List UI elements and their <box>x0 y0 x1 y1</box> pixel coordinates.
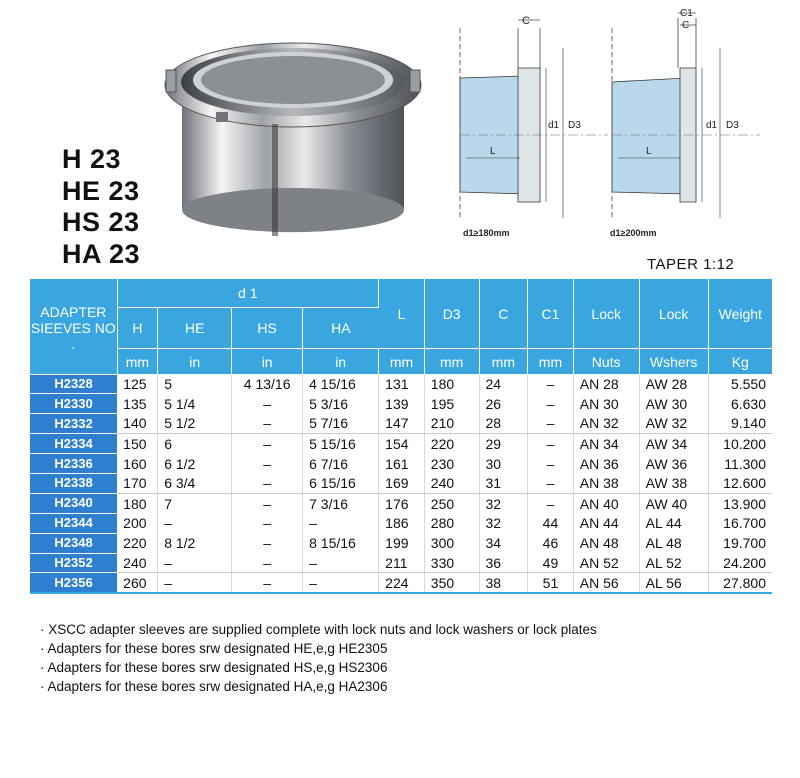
label-d3: D3 <box>568 120 581 131</box>
cell-he: 6 <box>158 434 232 454</box>
cell-hs: – <box>232 434 303 454</box>
caption-large-bore: d1≥200mm <box>610 228 657 238</box>
cell-d3: 180 <box>424 374 479 394</box>
cell-h: 150 <box>117 434 158 454</box>
drawing-small-bore <box>448 8 618 228</box>
cell-ha: 5 7/16 <box>303 414 379 434</box>
cell-h: 140 <box>117 414 158 434</box>
cell-c1: – <box>528 473 574 493</box>
cell-c1: 44 <box>528 513 574 533</box>
cell-he: 6 3/4 <box>158 473 232 493</box>
cell-lock-nut: AN 48 <box>573 533 639 553</box>
header-l: L <box>379 279 425 349</box>
table-row <box>30 493 772 513</box>
cell-lock-washer: AL 44 <box>639 513 708 533</box>
cell-hs: – <box>232 533 303 553</box>
header-he: HE <box>158 308 232 349</box>
cell-lock-nut: AN 28 <box>573 374 639 394</box>
cell-l: 161 <box>379 454 425 474</box>
cell-lock-washer: AW 34 <box>639 434 708 454</box>
cell-c: 29 <box>479 434 528 454</box>
cell-lock-washer: AL 52 <box>639 553 708 573</box>
cell-he: 5 <box>158 374 232 394</box>
taper-label: TAPER 1:12 <box>647 256 735 273</box>
cell-lock-nut: AN 40 <box>573 493 639 513</box>
cell-weight: 19.700 <box>723 535 766 552</box>
cell-lock-nut: AN 32 <box>573 414 639 434</box>
label-l-b: L <box>646 146 652 157</box>
spec-table <box>30 279 772 594</box>
label-l: L <box>490 146 496 157</box>
series-hs23: HS 23 <box>62 207 140 237</box>
header-d3: D3 <box>424 279 479 349</box>
label-c1: C1 <box>680 8 693 19</box>
unit-c: mm <box>479 349 528 375</box>
drawing-large-bore <box>600 8 770 228</box>
table-row <box>30 434 772 454</box>
cell-he: 5 1/2 <box>158 414 232 434</box>
cell-c: 32 <box>479 513 528 533</box>
cell-hs: – <box>232 394 303 414</box>
unit-d3: mm <box>424 349 479 375</box>
header-d1: d 1 <box>117 279 379 308</box>
cell-lock-nut: AN 52 <box>573 553 639 573</box>
cell-weight: 11.300 <box>724 455 766 472</box>
cell-hs: 4 13/16 <box>232 374 303 394</box>
designation: H2328 <box>30 374 117 394</box>
cell-hs: – <box>232 454 303 474</box>
cell-weight: 12.600 <box>708 473 772 493</box>
cell-lock-washer: AW 32 <box>639 414 708 434</box>
cell-ha: 6 7/16 <box>303 454 379 474</box>
cell-weight: 6.630 <box>730 395 766 412</box>
cell-lock-nut: AN 56 <box>573 573 639 593</box>
cell-weight: 5.550 <box>730 375 766 392</box>
cell-h: 220 <box>117 533 158 553</box>
unit-washers: Wshers <box>639 349 708 375</box>
cell-ha: 5 3/16 <box>303 394 379 414</box>
cell-lock-nut: AN 30 <box>573 394 639 414</box>
cell-l: 224 <box>379 573 425 593</box>
cell-c: 24 <box>479 374 528 394</box>
cell-d3: 250 <box>424 493 479 513</box>
cell-lock-washer: AW 30 <box>639 394 708 414</box>
table-row <box>30 414 772 434</box>
header-lock-washers: Lock <box>639 279 708 349</box>
note-item: · Adapters for these bores srw designated HS,e,g HS2306 <box>40 660 388 675</box>
label-d3-b: D3 <box>726 120 739 131</box>
table-row <box>30 473 772 493</box>
designation: H2332 <box>30 414 117 434</box>
cell-hs: – <box>232 493 303 513</box>
cell-weight: 27.800 <box>708 573 772 593</box>
cell-l: 176 <box>379 493 425 513</box>
note-item: · Adapters for these bores srw designated HA,e,g HA2306 <box>40 679 388 694</box>
cell-hs: – <box>232 414 303 434</box>
cell-h: 180 <box>117 493 158 513</box>
cell-weight: 16.700 <box>723 515 766 532</box>
cell-hs: – <box>232 573 303 593</box>
note-item: · XSCC adapter sleeves are supplied complete with lock nuts and lock washers or lock plates <box>40 622 597 637</box>
cell-d3: 350 <box>424 573 479 593</box>
cell-lock-nut: AN 36 <box>573 454 639 474</box>
cell-c1: – <box>528 374 574 394</box>
cell-ha: 5 15/16 <box>303 434 379 454</box>
cell-l: 169 <box>379 473 425 493</box>
label-c: C <box>522 15 530 27</box>
cell-he: 8 1/2 <box>158 533 232 553</box>
cell-h: 260 <box>117 573 158 593</box>
cell-he: – <box>158 513 232 533</box>
cell-ha: – <box>303 573 379 593</box>
cell-l: 186 <box>379 513 425 533</box>
cell-d3: 220 <box>424 434 479 454</box>
cell-h: 160 <box>117 454 158 474</box>
header-h: H <box>117 308 158 349</box>
header-adapter: ADAPTER SIEEVES NO . <box>30 279 117 374</box>
header-hs: HS <box>232 308 303 349</box>
cell-c: 36 <box>479 553 528 573</box>
cell-h: 125 <box>117 374 158 394</box>
cell-l: 139 <box>379 394 425 414</box>
cell-ha: 8 15/16 <box>303 533 379 553</box>
caption-small-bore: d1≥180mm <box>463 228 510 238</box>
cell-l: 154 <box>379 434 425 454</box>
adapter-sleeve-photo <box>160 30 430 250</box>
designation: H2340 <box>30 493 117 513</box>
note-item: · Adapters for these bores srw designated HE,e,g HE2305 <box>40 641 388 656</box>
notes <box>40 620 597 696</box>
cell-lock-washer: AW 36 <box>639 454 708 474</box>
series-list <box>62 144 140 270</box>
cell-d3: 210 <box>424 414 479 434</box>
header-lock-nuts: Lock <box>573 279 639 349</box>
unit-he: in <box>158 349 232 375</box>
cell-lock-nut: AN 34 <box>573 434 639 454</box>
cell-l: 131 <box>379 374 425 394</box>
label-c-b: C <box>682 20 690 31</box>
designation: H2344 <box>30 513 117 533</box>
cell-c1: – <box>528 434 574 454</box>
cell-h: 170 <box>117 473 158 493</box>
cell-d3: 280 <box>424 513 479 533</box>
cell-lock-nut: AN 44 <box>573 513 639 533</box>
cell-c1: – <box>528 493 574 513</box>
unit-hs: in <box>232 349 303 375</box>
label-d1: d1 <box>548 120 560 131</box>
cell-h: 240 <box>117 553 158 573</box>
table-row <box>30 374 772 394</box>
designation: H2338 <box>30 473 117 493</box>
cell-hs: – <box>232 553 303 573</box>
cell-l: 211 <box>379 553 425 573</box>
unit-nuts: Nuts <box>573 349 639 375</box>
cell-he: – <box>158 573 232 593</box>
designation: H2356 <box>30 573 117 593</box>
cell-he: 7 <box>158 493 232 513</box>
cell-h: 200 <box>117 513 158 533</box>
cell-weight: 9.140 <box>708 414 772 434</box>
cell-l: 147 <box>379 414 425 434</box>
cell-lock-washer: AW 28 <box>639 374 708 394</box>
table-row <box>30 513 772 533</box>
cell-c: 26 <box>479 394 528 414</box>
designation: H2334 <box>30 434 117 454</box>
cell-lock-washer: AW 38 <box>639 473 708 493</box>
designation: H2330 <box>30 394 117 414</box>
label-d1-b: d1 <box>706 120 718 131</box>
cell-ha: 4 15/16 <box>303 374 379 394</box>
cell-c: 31 <box>479 473 528 493</box>
cell-d3: 330 <box>424 553 479 573</box>
cell-he: – <box>158 553 232 573</box>
cell-c: 38 <box>479 573 528 593</box>
table-row <box>30 553 772 573</box>
header-ha: HA <box>303 308 379 349</box>
cell-c: 34 <box>479 533 528 553</box>
cell-d3: 230 <box>424 454 479 474</box>
cell-lock-nut: AN 38 <box>573 473 639 493</box>
cell-hs: – <box>232 473 303 493</box>
series-h23: H 23 <box>62 144 122 174</box>
cell-lock-washer: AW 40 <box>639 493 708 513</box>
cell-l: 199 <box>379 533 425 553</box>
designation: H2336 <box>30 454 117 474</box>
cell-d3: 300 <box>424 533 479 553</box>
cell-weight: 24.200 <box>708 553 772 573</box>
table-row <box>30 573 772 593</box>
cell-c1: 46 <box>528 533 574 553</box>
cell-he: 6 1/2 <box>158 454 232 474</box>
series-ha23: HA 23 <box>62 238 141 269</box>
cell-c: 28 <box>479 414 528 434</box>
cell-weight: 10.200 <box>723 435 766 452</box>
header-c1: C1 <box>528 279 574 349</box>
cell-ha: 7 3/16 <box>303 493 379 513</box>
cell-d3: 240 <box>424 473 479 493</box>
series-he23: HE 23 <box>62 175 140 206</box>
unit-c1: mm <box>528 349 574 375</box>
cell-c: 30 <box>479 454 528 474</box>
cell-he: 5 1/4 <box>158 394 232 414</box>
header-weight: Weight <box>708 279 772 349</box>
unit-l: mm <box>379 349 425 375</box>
cell-lock-washer: AL 48 <box>639 533 708 553</box>
cell-weight: 13.900 <box>723 495 766 512</box>
designation: H2348 <box>30 533 117 553</box>
cell-h: 135 <box>117 394 158 414</box>
table-row <box>30 454 772 474</box>
cell-c: 32 <box>479 493 528 513</box>
cell-c1: – <box>528 414 574 434</box>
cell-ha: – <box>303 513 379 533</box>
cell-hs: – <box>232 513 303 533</box>
header-c: C <box>479 279 528 349</box>
unit-ha: in <box>303 349 379 375</box>
table-row <box>30 394 772 414</box>
cell-c1: – <box>528 454 574 474</box>
cell-lock-washer: AL 56 <box>639 573 708 593</box>
designation: H2352 <box>30 553 117 573</box>
unit-h: mm <box>117 349 158 375</box>
cell-ha: 6 15/16 <box>303 473 379 493</box>
cell-d3: 195 <box>424 394 479 414</box>
cell-c1: 51 <box>528 573 574 593</box>
cell-c1: 49 <box>528 553 574 573</box>
cell-ha: – <box>303 553 379 573</box>
cell-c1: – <box>528 394 574 414</box>
table-row <box>30 533 772 553</box>
unit-weight: Kg <box>708 349 772 375</box>
